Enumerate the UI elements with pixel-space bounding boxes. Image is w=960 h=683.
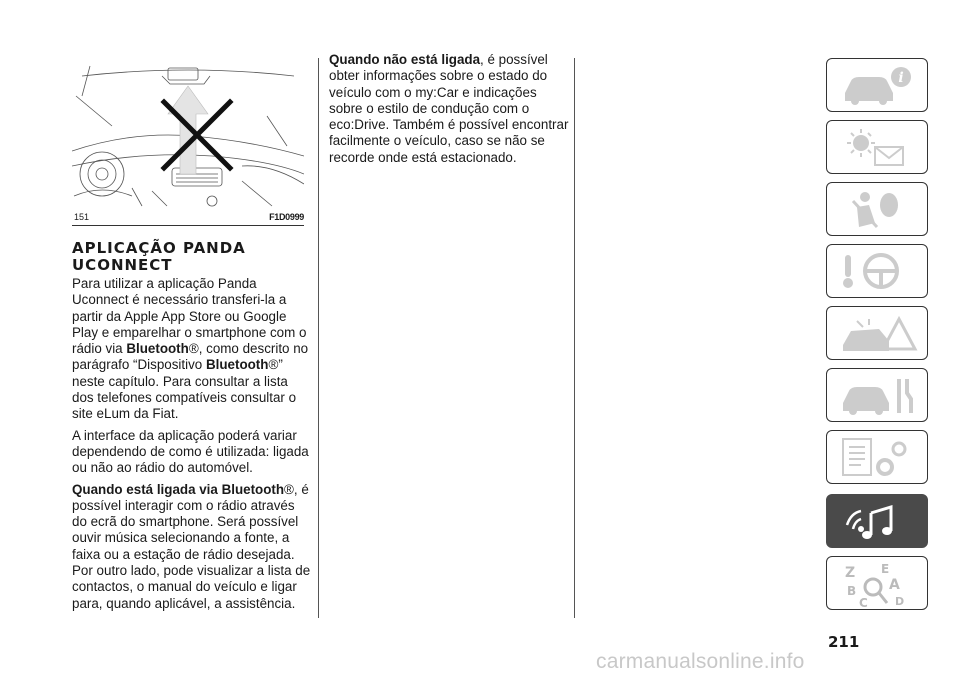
tab-lights-messages[interactable]	[826, 120, 928, 174]
index-letters-icon	[839, 561, 919, 611]
figure-code: F1D0999	[269, 212, 304, 222]
car-tools-icon	[839, 373, 919, 419]
paragraph-connected	[72, 482, 312, 612]
figure-rule	[72, 225, 304, 226]
car-info-icon	[839, 63, 919, 109]
bluetooth-term: Bluetooth	[126, 341, 189, 357]
text-column-left	[72, 240, 312, 617]
column-divider	[574, 58, 575, 618]
paragraph-disconnected	[329, 52, 569, 166]
tab-technical-data[interactable]	[826, 430, 928, 484]
text-column-middle	[329, 52, 569, 171]
para-text: ®, como descrito no parágrafo “Dispositivo	[72, 341, 309, 373]
svg-text:C: C	[859, 596, 868, 610]
multimedia-icon	[839, 499, 919, 545]
tab-safety[interactable]	[826, 182, 928, 236]
specs-gear-icon	[839, 435, 919, 481]
tab-multimedia[interactable]	[826, 494, 928, 548]
key-steering-wheel-icon	[839, 249, 919, 295]
svg-text:i: i	[898, 70, 904, 86]
para-text: ®” neste capítulo. Para consultar a lista dos telefones compatíveis consultar o site eLum da Fiat.	[72, 357, 297, 422]
svg-text:E: E	[881, 562, 890, 576]
svg-text:B: B	[847, 584, 857, 598]
watermark: carmanualsonline.info	[596, 650, 805, 673]
connected-label: Quando está ligada via Bluetooth	[72, 481, 285, 497]
svg-text:Z: Z	[845, 565, 856, 581]
paragraph-interface: A interface da aplicação poderá variar dependendo de como é utilizada: ligada ou não ao rádio do automóvel.	[72, 427, 309, 476]
figure-caption	[72, 212, 304, 226]
tab-emergency[interactable]	[826, 306, 928, 360]
para-text: ®, é possível interagir com o rádio através do ecrã do smartphone. Será possível ouvir música selecionando a fonte, a faixa ou a estação de rádio desejada. Por outro lado, pode visualizar a lista de contactos, o manual do veículo e ligar para, quando aplicável, a assistência.	[72, 481, 311, 611]
svg-text:A: A	[889, 577, 900, 593]
tab-starting-driving[interactable]	[826, 244, 928, 298]
bluetooth-term: Bluetooth	[205, 357, 269, 373]
tab-car-info[interactable]	[826, 58, 928, 112]
svg-text:D: D	[895, 595, 905, 608]
dashboard-drawing	[72, 56, 304, 210]
tab-index[interactable]	[826, 556, 928, 610]
lights-message-icon	[839, 125, 919, 171]
tab-maintenance[interactable]	[826, 368, 928, 422]
page-number: 211	[828, 633, 860, 651]
dashboard-illustration	[72, 56, 304, 210]
figure-number: 151	[74, 212, 90, 222]
section-heading: APLICAÇÃO PANDA UCONNECT	[72, 239, 246, 274]
warning-car-icon	[839, 311, 919, 357]
column-divider	[318, 58, 319, 618]
para-text: Para utilizar a aplicação Panda Uconnect é necessário transferi-la a partir da Apple App Store ou Google Play e emparelhar o smartphone com o rádio via	[72, 276, 307, 357]
seat-airbag-icon	[839, 187, 919, 233]
disconnected-label: Quando não está ligada	[329, 52, 481, 67]
para-text: , é possível obter informações sobre o estado do veículo com o my:Car e indicações sobre o estilo de condução com o eco:Drive. Também é possível encontrar facilmente o veículo, caso se não se recorde onde está estacionado.	[329, 52, 569, 165]
paragraph-intro	[72, 276, 312, 423]
